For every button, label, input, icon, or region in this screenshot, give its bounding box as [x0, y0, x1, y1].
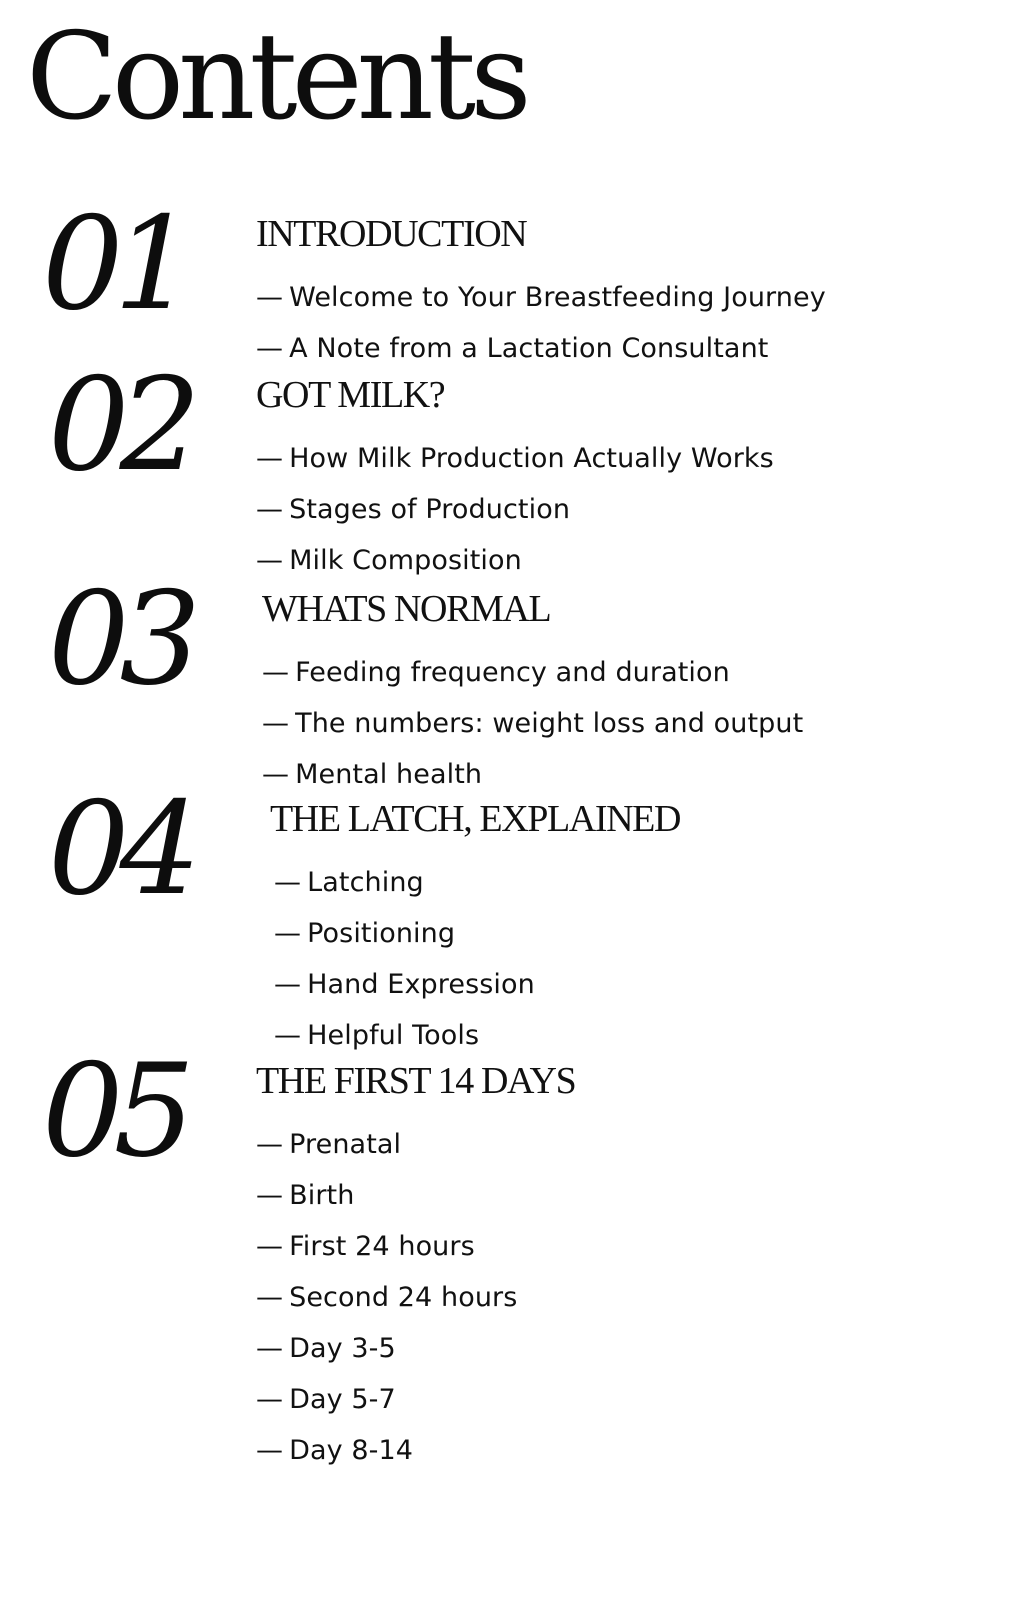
- section-number: 05: [42, 1037, 185, 1186]
- em-dash: —: [256, 1129, 284, 1160]
- em-dash: —: [262, 657, 290, 688]
- section-body: [256, 215, 976, 374]
- toc-item-label: Mental health: [295, 759, 483, 790]
- toc-item: [256, 535, 976, 586]
- toc-item: [262, 698, 982, 749]
- toc-item: [256, 1170, 976, 1221]
- section-number: 01: [42, 190, 185, 339]
- toc-item-label: How Milk Production Actually Works: [289, 443, 774, 474]
- toc-item-label: The numbers: weight loss and output: [295, 708, 804, 739]
- section-heading: INTRODUCTION: [256, 213, 527, 255]
- em-dash: —: [256, 494, 284, 525]
- toc-item: [256, 323, 976, 374]
- toc-item-label: Feeding frequency and duration: [295, 657, 730, 688]
- toc-item-label: Latching: [307, 867, 424, 898]
- em-dash: —: [256, 282, 284, 313]
- toc-item: [256, 272, 976, 323]
- toc-item: [274, 857, 990, 908]
- toc-item: [262, 647, 982, 698]
- section-heading: THE FIRST 14 DAYS: [256, 1060, 576, 1102]
- section-heading: THE LATCH, EXPLAINED: [270, 798, 681, 840]
- toc-item-label: A Note from a Lactation Consultant: [289, 333, 769, 364]
- toc-item-label: Birth: [289, 1180, 355, 1211]
- section-heading: GOT MILK?: [256, 374, 445, 416]
- toc-item-label: Hand Expression: [307, 969, 535, 1000]
- section-item-list: [256, 1119, 976, 1476]
- em-dash: —: [256, 333, 284, 364]
- em-dash: —: [256, 545, 284, 576]
- toc-item-label: Day 5-7: [289, 1384, 396, 1415]
- toc-item: [256, 484, 976, 535]
- toc-item: [262, 749, 982, 800]
- section-item-list: [256, 272, 976, 374]
- toc-item-label: Milk Composition: [289, 545, 522, 576]
- em-dash: —: [256, 443, 284, 474]
- em-dash: —: [256, 1333, 284, 1364]
- toc-item: [256, 1374, 976, 1425]
- section-body: [256, 1062, 976, 1476]
- em-dash: —: [256, 1180, 284, 1211]
- section-number: 04: [48, 775, 191, 924]
- section-item-list: [262, 647, 982, 800]
- section-heading: WHATS NORMAL: [262, 588, 551, 630]
- toc-item-label: Positioning: [307, 918, 456, 949]
- em-dash: —: [262, 759, 290, 790]
- toc-item: [274, 959, 990, 1010]
- section-number: 02: [48, 351, 191, 500]
- em-dash: —: [256, 1435, 284, 1466]
- section-body: [270, 800, 990, 1061]
- toc-item: [256, 1425, 976, 1476]
- toc-item-label: Second 24 hours: [289, 1282, 518, 1313]
- toc-item: [274, 1010, 990, 1061]
- em-dash: —: [256, 1231, 284, 1262]
- toc-item-label: First 24 hours: [289, 1231, 475, 1262]
- em-dash: —: [256, 1384, 284, 1415]
- toc-item: [256, 1119, 976, 1170]
- toc-item-label: Stages of Production: [289, 494, 571, 525]
- em-dash: —: [274, 1020, 302, 1051]
- toc-item: [256, 1323, 976, 1374]
- toc-item: [256, 1221, 976, 1272]
- toc-item-label: Helpful Tools: [307, 1020, 480, 1051]
- section-number: 03: [48, 565, 191, 714]
- section-item-list: [256, 433, 976, 586]
- toc-item-label: Prenatal: [289, 1129, 402, 1160]
- em-dash: —: [262, 708, 290, 739]
- em-dash: —: [274, 918, 302, 949]
- page-title: Contents: [26, 8, 526, 147]
- toc-item: [274, 908, 990, 959]
- em-dash: —: [256, 1282, 284, 1313]
- toc-item-label: Welcome to Your Breastfeeding Journey: [289, 282, 826, 313]
- section-body: [256, 376, 976, 586]
- toc-item-label: Day 8-14: [289, 1435, 414, 1466]
- section-item-list: [270, 857, 990, 1061]
- toc-item: [256, 433, 976, 484]
- em-dash: —: [274, 969, 302, 1000]
- toc-item: [256, 1272, 976, 1323]
- em-dash: —: [274, 867, 302, 898]
- toc-item-label: Day 3-5: [289, 1333, 396, 1364]
- section-body: [262, 590, 982, 800]
